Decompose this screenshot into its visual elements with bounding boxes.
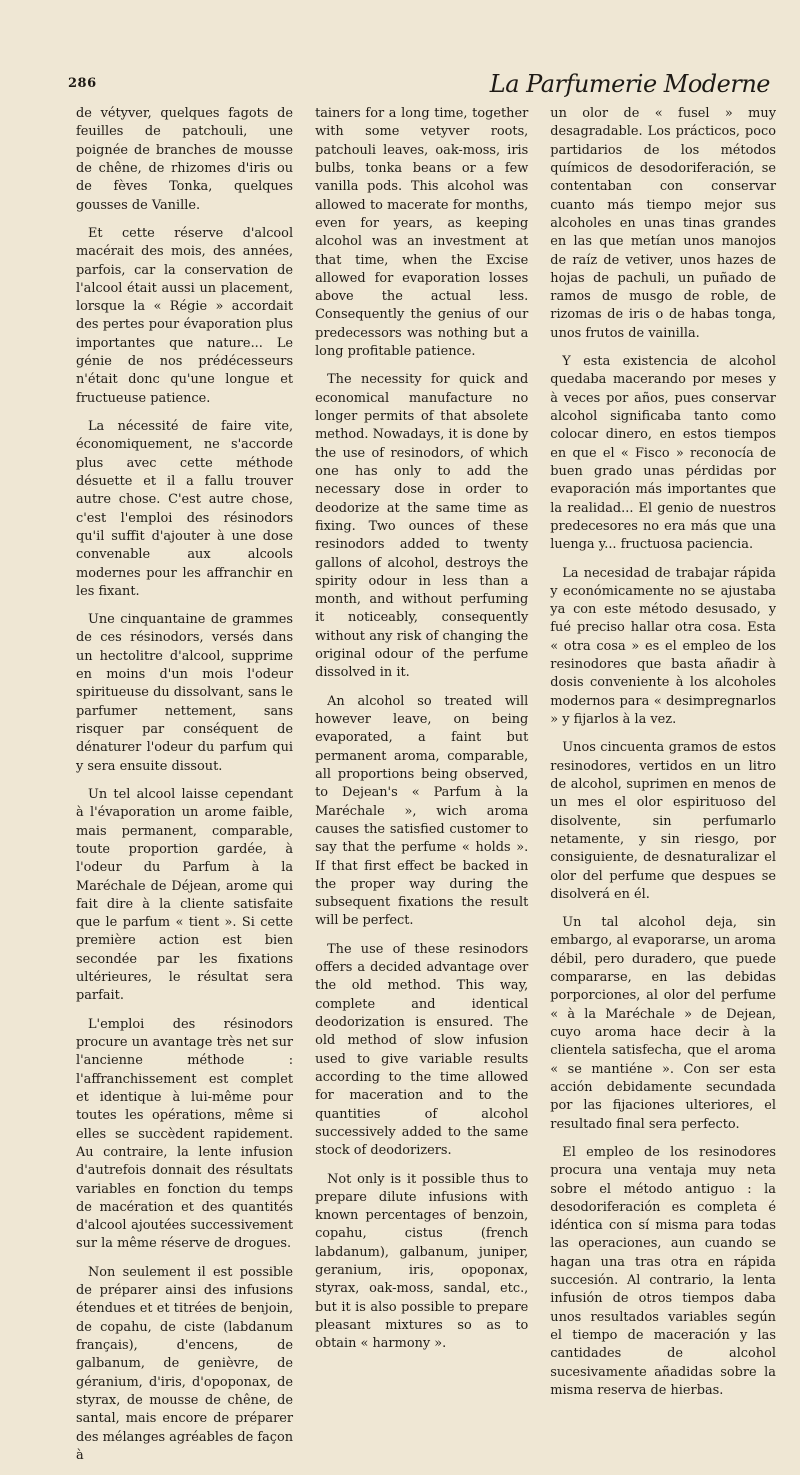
- paragraph: An alcohol so treated will however leave, on being evaporated, a faint but permanent aroma, comparable, all proportions being observed, to Dejean's « Parfum à la Maréchale », wich aroma causes the satisfied customer to say that the perfume « holds ». If that first effect be backed in the proper way during the subsequent fixations the result will be perfect.: [315, 693, 529, 929]
- paragraph: La necesidad de trabajar rápida y económicamente no se ajustaba ya con este método desusado, y fué preciso hallar otra cosa. Esta « otra cosa » es el empleo de los resinodores que basta añadir à dosis conveniente à los alcoholes modernos para « desimpregnarlos » y fijarlos à la vez.: [550, 565, 776, 727]
- paragraph: un olor de « fusel » muy desagradable. Los prácticos, poco partidarios de los métodos químicos de desodoriferación, se contentaban con conservar cuanto más tiempo mejor sus alcoholes en unas tinas grandes en las que metían unos manojos de raíz de vetiver, unos hazes de hojas de pachuli, un puñado de ramos de musgo de roble, de rizomas de iris o de habas tonga, unos frutos de vainilla.: [550, 106, 776, 341]
- page-number: 286: [68, 76, 97, 91]
- paragraph: Non seulement il est possible de préparer ainsi des infusions étendues et et titrées de benjoin, de copahu, de ciste (labdanum français), d'encens, de galbanum, de genièvre, de géranium, d'iris, d'opoponax, de styrax, de mousse de chêne, de santal, mais encore de préparer des mélanges agréables de façon à: [76, 1264, 294, 1463]
- paragraph: Un tel alcool laisse cependant à l'évaporation un arome faible, mais permanent, comparable, toute proportion gardée, à l'odeur du Parfum à la Maréchale de Déjean, arome qui fait dire à la cliente satisfaite que le parfum « tient ». Si cette première action est bien secondée par les fixations ultérieures, le résultat sera parfait.: [76, 786, 294, 1004]
- paragraph: Et cette réserve d'alcool macérait des mois, des années, parfois, car la conservation de l'alcool était aussi un placement, lorsque la « Régie » accordait des pertes pour évaporation plus importantes que nature... Le génie de nos prédécesseurs n'était donc qu'une longue et fructueuse patience.: [76, 225, 294, 406]
- article-columns: [76, 105, 776, 1475]
- paragraph: La nécessité de faire vite, économiquement, ne s'accorde plus avec cette méthode désuette et il a fallu trouver autre chose. C'est autre chose, c'est l'emploi des résinodors qu'il suffit d'ajouter à une dose convenable aux alcools modernes pour les affranchir en les fixant.: [76, 419, 294, 599]
- paragraph: The necessity for quick and economical manufacture no longer permits of that absolete method. Nowadays, it is done by the use of resinodors, of which one has only to add the necessary dose in order to deodorize at the same time as fixing. Two ounces of these resinodors added to twenty gallons of alcohol, destroys the spirity odour in less than a month, and without perfuming it noticeably, consequently without any risk of changing the original odour of the perfume dissolved in it.: [315, 372, 529, 681]
- paragraph: El empleo de los resinodores procura una ventaja muy neta sobre el método antiguo : la desodoriferación es completa é idéntica con sí misma para todas las operaciones, aun cuando se hagan una tras otra en rápida succesión. Al contrario, la lenta infusión de otros tiempos daba unos resultados variables según el tiempo de maceración y las cantidades de alcohol sucesivamente añadidas sobre la misma reserva de hierbas.: [550, 1144, 776, 1398]
- journal-title: La Parfumerie Moderne: [489, 70, 770, 98]
- french-column: [76, 105, 293, 1475]
- paragraph: The use of these resinodors offers a decided advantage over the old method. This way, complete and identical deodorization is ensured. The old method of slow infusion used to give variable results according to the time allowed for maceration and to the quantities of alcohol successively added to the same stock of deodorizers.: [315, 941, 529, 1159]
- paragraph: tainers for a long time, together with some vetyver roots, patchouli leaves, oak-moss, iris bulbs, tonka beans or a few vanilla pods. This alcohol was allowed to macerate for months, even for years, as keeping alcohol was an investment at that time, when the Excise allowed for evaporation losses above the actual less. Consequently the genius of our predecessors was nothing but a long profitable patience.: [315, 106, 529, 360]
- spanish-column: [550, 105, 776, 1475]
- paragraph: Un tal alcohol deja, sin embargo, al evaporarse, un aroma débil, pero duradero, que puede compararse, en las debidas porporciones, al olor del perfume « à la Maréchale » de Dejean, cuyo aroma hace decir à la clientela satisfecha, que el aroma « se mantiéne ». Con ser esta acción debidamente secundada por las fijaciones ulteriores, el resultado final sera perfecto.: [550, 915, 776, 1132]
- paragraph: Y esta existencia de alcohol quedaba macerando por meses y à veces por años, pues conservar alcohol significaba tanto como colocar dinero, en estos tiempos en que el « Fisco » reconocía de buen grado unas pérdidas por evaporación más importantes que la realidad... El genio de nuestros predecesores no era más que una luenga y... fructuosa paciencia.: [550, 354, 776, 553]
- paragraph: Une cinquantaine de grammes de ces résinodors, versés dans un hectolitre d'alcool, supprime en moins d'un mois l'odeur spiritueuse du dissolvant, sans le parfumer nettement, sans risquer par conséquent de dénaturer l'odeur du parfum qui y sera ensuite dissout.: [76, 612, 294, 774]
- paragraph: L'emploi des résinodors procure un avantage très net sur l'ancienne méthode : l'affranchissement est complet et identique à lui-même pour toutes les opérations, même si elles se succèdent rapidement. Au contraire, la lente infusion d'autrefois donnait des résultats variables en fonction du temps de macération et des quantités d'alcool ajoutées successivement sur la même réserve de drogues.: [76, 1016, 294, 1252]
- paragraph: Unos cincuenta gramos de estos resinodores, vertidos en un litro de alcohol, suprimen en menos de un mes el olor espirituoso del disolvente, sin perfumarlo netamente, y sin riesgo, por consiguiente, de desnaturalizar el olor del perfume que despues se disolverá en él.: [550, 740, 776, 902]
- paragraph: Not only is it possible thus to prepare dilute infusions with known percentages of benzoin, copahu, cistus (french labdanum), galbanum, juniper, geranium, iris, opoponax, styrax, oak-moss, sandal, etc., but it is also possible to prepare pleasant mixtures so as to obtain « harmony ».: [315, 1171, 529, 1352]
- english-column: [315, 105, 528, 1475]
- paragraph: de vétyver, quelques fagots de feuilles de patchouli, une poignée de branches de mousse de chêne, de rhizomes d'iris ou de fèves Tonka, quelques gousses de Vanille.: [76, 106, 294, 213]
